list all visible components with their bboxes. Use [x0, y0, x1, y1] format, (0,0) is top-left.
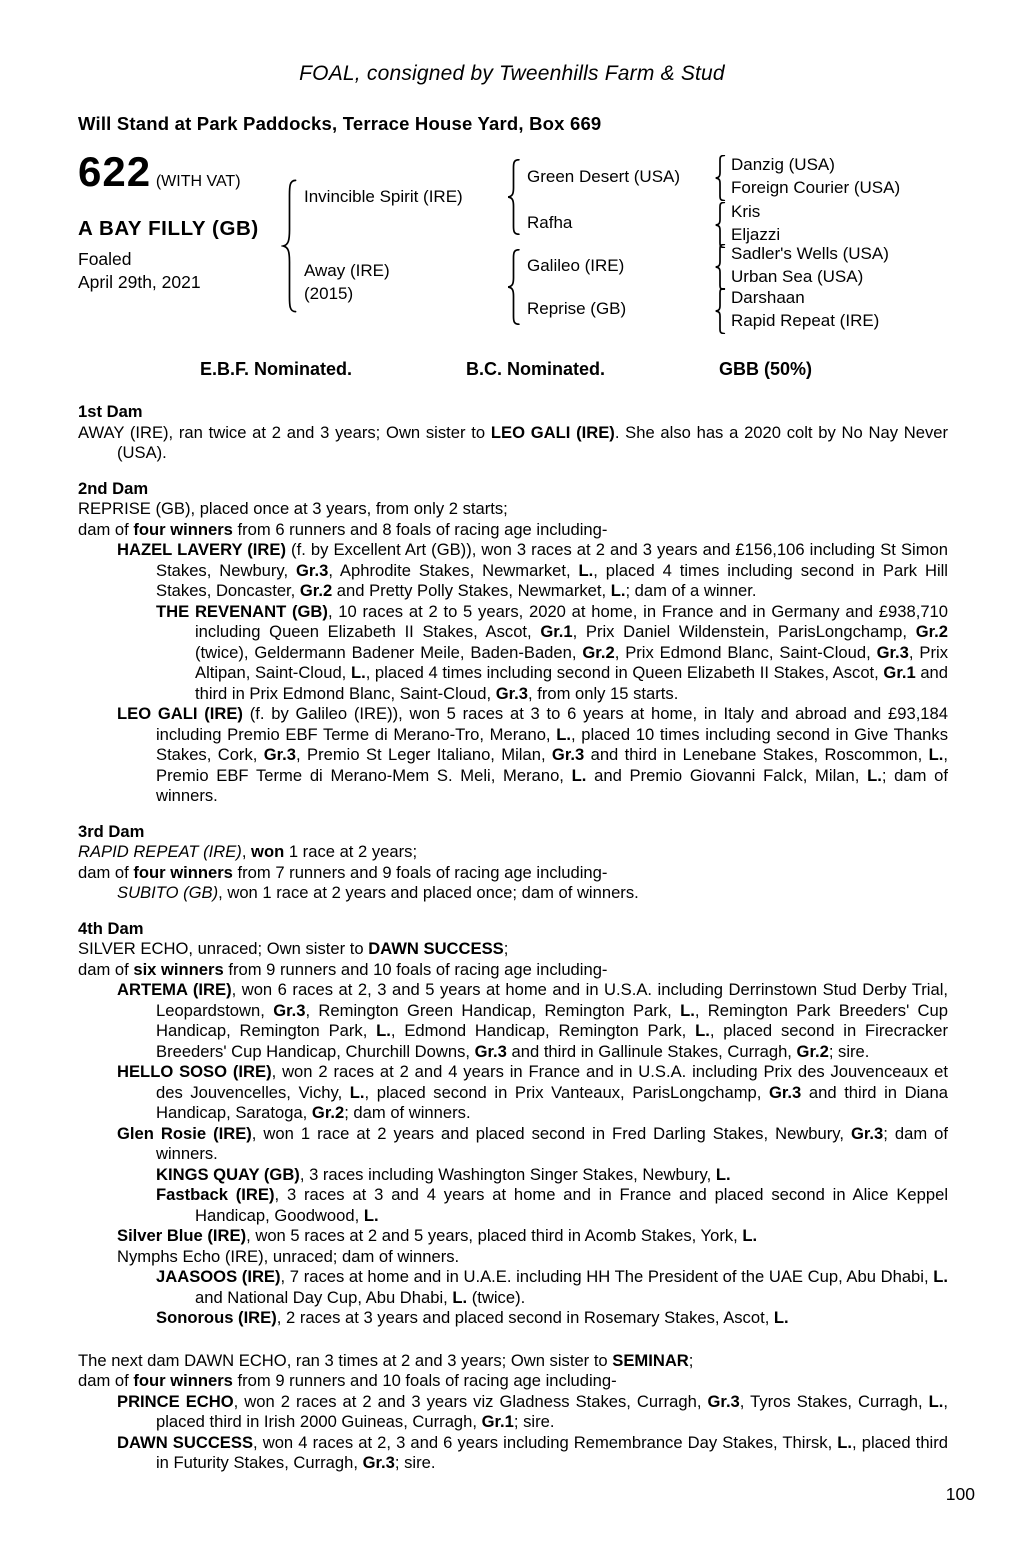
stand-location: Will Stand at Park Paddocks, Terrace House Yard, Box 669: [78, 113, 602, 134]
pedigree-gen3-7: Rapid Repeat (IRE): [731, 311, 880, 330]
pedigree-text: [78, 402, 948, 1474]
pedigree-gen2-3: Reprise (GB): [527, 299, 627, 318]
paragraph: Sonorous (IRE), 2 races at 3 years and placed second in Rosemary Stakes, Ascot, L.: [156, 1308, 789, 1327]
section-next-dam: [78, 1351, 948, 1474]
pedigree-gen3-5: Urban Sea (USA): [731, 267, 864, 286]
brace-icon: [506, 159, 521, 235]
paragraph: AWAY (IRE), ran twice at 2 and 3 years; Own sister to LEO GALI (IRE). She also has a 2020 colt by No Nay Never (USA).: [78, 422, 949, 462]
paragraph: PRINCE ECHO, won 2 races at 2 and 3 years viz Gladness Stakes, Curragh, Gr.3, Tyros Stakes, Curragh, L., placed third in Irish 2000 Guineas, Curragh, Gr.1; sire.: [117, 1391, 948, 1431]
section-1st-dam: [78, 402, 948, 464]
brace-icon: [506, 249, 521, 325]
dam-heading: 1st Dam: [78, 402, 143, 421]
brace-icon: [714, 288, 726, 334]
gbb-label: GBB (50%): [718, 359, 812, 379]
paragraph: HAZEL LAVERY (IRE) (f. by Excellent Art (GB)), won 3 races at 2 and 3 years and £156,106 including St Simon Stakes, Newbury, Gr.3, Aphrodite Stakes, Newmarket, L., placed 4 times including second in Park Hill Stakes, Doncaster, Gr.2 and Pretty Polly Stakes, Newmarket, L.; dam of a winner.: [117, 540, 948, 600]
paragraph: Fastback (IRE), 3 races at 3 and 4 years at home and in France and placed second in Alice Keppel Handicap, Goodwood, L.: [156, 1185, 948, 1225]
paragraph: THE REVENANT (GB), 10 races at 2 to 5 years, 2020 at home, in France and in Germany and £938,710 including Queen Elizabeth II Stakes, Ascot, Gr.1, Prix Daniel Wildenstein, ParisLongchamp, Gr.2 (twice), Geldermann Badener Meile, Baden-Baden, Gr.2, Prix Edmond Blanc, Saint-Cloud, Gr.3, Prix Altipan, Saint-Cloud, L., placed 4 times including second in Queen Elizabeth II Stakes, Ascot, Gr.1 and third in Prix Edmond Blanc, Saint-Cloud, Gr.3, from only 15 starts.: [156, 601, 949, 703]
paragraph: DAWN SUCCESS, won 4 races at 2, 3 and 6 years including Remembrance Day Stakes, Thirsk, L., placed third in Futurity Stakes, Curragh, Gr.3; sire.: [117, 1432, 949, 1472]
paragraph: SILVER ECHO, unraced; Own sister to DAWN SUCCESS;: [78, 939, 509, 958]
lot-block: [78, 148, 241, 195]
paragraph: REPRISE (GB), placed once at 3 years, from only 2 starts;: [78, 499, 508, 518]
pedigree-gen3-3: Eljazzi: [731, 225, 781, 244]
vat-label: (WITH VAT): [155, 173, 241, 190]
brace-icon: [714, 155, 726, 201]
paragraph: LEO GALI (IRE) (f. by Galileo (IRE)), won 5 races at 3 to 6 years at home, in Italy and abroad and £93,184 including Premio EBF Terme di Merano-Tro, Merano, L., placed 10 times including second in Give Thanks Stakes, Cork, Gr.3, Premio St Leger Italiano, Milan, Gr.3 and third in Lenebane Stakes, Roscommon, L., Premio EBF Terme di Merano-Mem S. Meli, Merano, L. and Premio Giovanni Falck, Milan, L.; dam of winners.: [117, 704, 949, 805]
paragraph: Silver Blue (IRE), won 5 races at 2 and 5 years, placed third in Acomb Stakes, York, L.: [117, 1226, 758, 1245]
paragraph: RAPID REPEAT (IRE), won 1 race at 2 years;: [78, 842, 418, 861]
paragraph: dam of four winners from 9 runners and 10 foals of racing age including-: [78, 1371, 617, 1390]
brace-icon: [281, 179, 298, 313]
pedigree-gen3-1: Foreign Courier (USA): [731, 178, 901, 197]
nominations-row: [200, 359, 812, 380]
brace-icon: [714, 202, 726, 248]
pedigree-gen3-6: Darshaan: [731, 288, 805, 307]
foaled-label: Foaled: [78, 249, 132, 269]
dam-heading: 4th Dam: [78, 918, 144, 938]
pedigree-dam: Away (IRE): [304, 261, 390, 280]
section-4th-dam: [78, 919, 948, 1329]
paragraph: HELLO SOSO (IRE), won 2 races at 2 and 4 years in France and in U.S.A. including Prix des Jouvenceaux et des Jouvencelles, Vichy, L., placed second in Prix Vanteaux, ParisLongchamp, Gr.3 and third in Diana Handicap, Saratoga, Gr.2; dam of winners.: [117, 1062, 948, 1122]
paragraph: ARTEMA (IRE), won 6 races at 2, 3 and 5 years at home and in U.S.A. including Derrinstown Stud Derby Trial, Leopardstown, Gr.3, Remington Green Handicap, Remington Park, L., Remington Park Breeders' Cup Handicap, Remington Park, L., Edmond Handicap, Remington Park, L., placed second in Firecracker Breeders' Cup Handicap, Churchill Downs, Gr.3 and third in Gallinule Stakes, Curragh, Gr.2; sire.: [117, 980, 948, 1061]
section-3rd-dam: [78, 822, 948, 904]
paragraph: dam of four winners from 6 runners and 8 foals of racing age including-: [78, 519, 608, 539]
pedigree-gen2-2: Galileo (IRE): [527, 256, 625, 275]
foaled-date: April 29th, 2021: [78, 272, 201, 292]
pedigree-gen2-1: Rafha: [527, 213, 573, 232]
paragraph: SUBITO (GB), won 1 race at 2 years and placed once; dam of winners.: [117, 883, 639, 902]
pedigree-gen3-2: Kris: [731, 202, 761, 221]
horse-name: A BAY FILLY (GB): [78, 217, 259, 240]
paragraph: The next dam DAWN ECHO, ran 3 times at 2 and 3 years; Own sister to SEMINAR;: [78, 1350, 694, 1370]
pedigree-panel: [78, 148, 958, 351]
bc-nominated-label: B.C. Nominated.: [465, 359, 605, 379]
paragraph: Glen Rosie (IRE), won 1 race at 2 years and placed second in Fred Darling Stakes, Newbury, Gr.3; dam of winners.: [117, 1123, 948, 1163]
paragraph: dam of six winners from 9 runners and 10 foals of racing age including-: [78, 959, 608, 979]
pedigree-gen3-0: Danzig (USA): [731, 155, 835, 174]
pedigree-gen3-4: Sadler's Wells (USA): [731, 244, 889, 263]
paragraph: Nymphs Echo (IRE), unraced; dam of winners.: [117, 1246, 460, 1266]
pedigree-dam-year: (2015): [304, 284, 354, 303]
dam-heading: 2nd Dam: [78, 478, 149, 498]
pedigree-sire: Invincible Spirit (IRE): [304, 187, 463, 206]
page-title: FOAL, consigned by Tweenhills Farm & Stud: [299, 62, 725, 85]
dam-heading: 3rd Dam: [78, 821, 145, 841]
lot-number: 622: [78, 148, 152, 195]
section-2nd-dam: [78, 479, 948, 807]
page-number: 100: [945, 1484, 975, 1504]
paragraph: KINGS QUAY (GB), 3 races including Washington Singer Stakes, Newbury, L.: [156, 1164, 731, 1184]
paragraph: dam of four winners from 7 runners and 9 foals of racing age including-: [78, 862, 608, 882]
paragraph: JAASOOS (IRE), 7 races at home and in U.A.E. including HH The President of the UAE Cup, Abu Dhabi, L. and National Day Cup, Abu Dhabi, L. (twice).: [156, 1267, 948, 1307]
ebf-nominated-label: E.B.F. Nominated.: [200, 359, 353, 379]
pedigree-gen2-0: Green Desert (USA): [527, 167, 681, 186]
brace-icon: [714, 244, 726, 290]
